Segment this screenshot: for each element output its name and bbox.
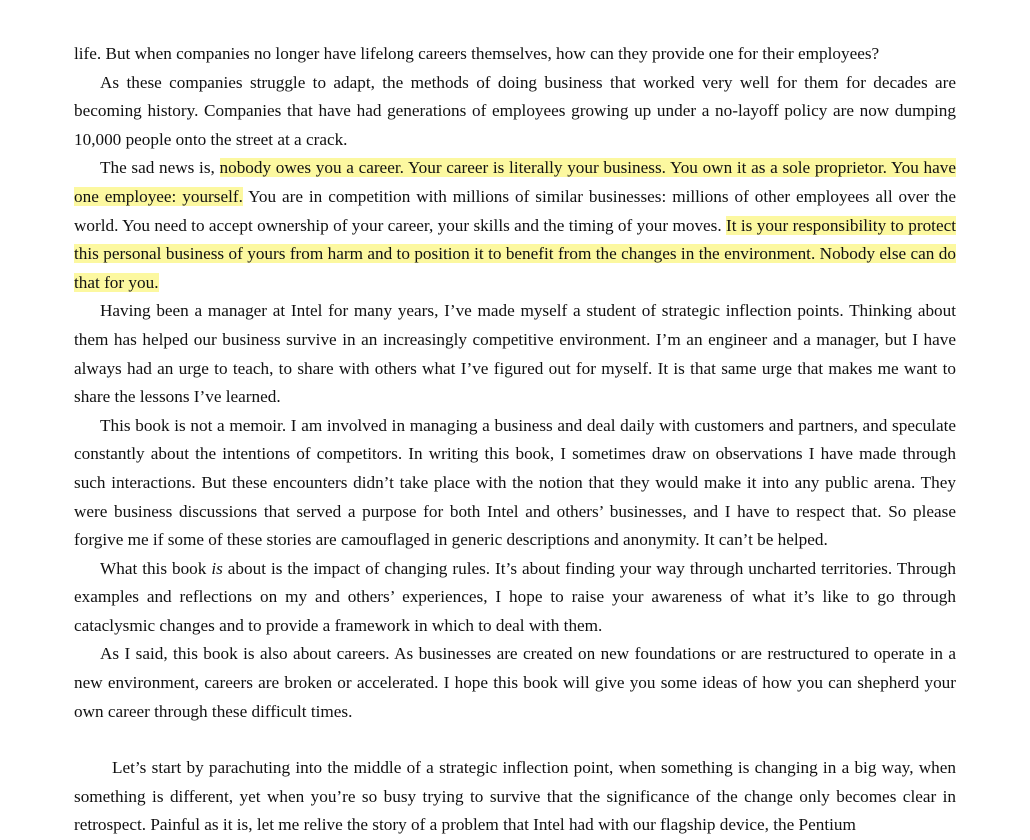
text-run: As I said, this book is also about careers. As businesses are created on new foundations or are restructured to operate in a new environment, careers are broken or accelerated. I hope this book will give you some ideas of how you can shepherd your own career through these difficult times.	[74, 644, 956, 721]
paragraph	[74, 40, 956, 69]
paragraph	[74, 640, 956, 726]
text-run: You are in competition with millions of similar businesses: millions of other employees all over the world. You need to accept ownership of your career, your skills and the timing of your moves.	[74, 186, 956, 235]
paragraph-spacer	[74, 726, 956, 754]
text-run: about is the impact of changing rules. It’s about finding your way through uncharted territories. Through examples and reflections on my and others’ experiences, I hope to raise your awareness of what it’s like to go through cataclysmic changes and to provide a framework in which to deal with them.	[74, 558, 956, 635]
paragraph	[74, 412, 956, 555]
text-run: The sad news is,	[100, 158, 220, 178]
text-run: life. But when companies no longer have lifelong careers themselves, how can they provide one for their employees?	[74, 44, 880, 63]
paragraph	[74, 555, 956, 641]
text-run: This book is not a memoir. I am involved in managing a business and deal daily with customers and partners, and speculate constantly about the intentions of competitors. In writing this book, I sometimes draw on observations I have made through such interactions. But these encounters didn’t take place with the notion that they would make it into any public arena. They were business discussions that served a purpose for both Intel and others’ businesses, and I have to respect that. So please forgive me if some of these stories are camouflaged in generic descriptions and anonymity. It can’t be helped.	[74, 415, 956, 550]
paragraph	[74, 754, 956, 840]
text-run: As these companies struggle to adapt, the methods of doing business that worked very well for them for decades are becoming history. Companies that have had generations of employees growing up under a no-layoff policy are now dumping 10,000 people onto the street at a crack.	[74, 72, 956, 149]
paragraph	[74, 69, 956, 155]
paragraph	[74, 154, 956, 297]
highlighted-text: nobody owes you a career. Your career is literally your business. You own it as a sole proprietor. You have one employee: yourself.	[74, 158, 956, 206]
text-column	[74, 40, 956, 840]
text-run: Having been a manager at Intel for many years, I’ve made myself a student of strategic inflection points. Thinking about them has helped our business survive in an increasingly competitive environment. I’m an engineer and a manager, but I have always had an urge to teach, to share with others what I’ve figured out for myself. It is that same urge that makes me want to share the lessons I’ve learned.	[74, 301, 956, 407]
paragraph	[74, 297, 956, 411]
italic-text: is	[211, 558, 223, 578]
text-run: Let’s start by parachuting into the middle of a strategic inflection point, when something is changing in a big way, when something is different, yet when you’re so busy trying to survive that the significance of the change only becomes clear in retrospect. Painful as it is, let me relive the story of a problem that Intel had with our flagship device, the Pentium	[74, 758, 956, 835]
highlighted-text: It is your responsibility to protect this personal business of yours from harm and to position it to benefit from the changes in the environment. Nobody else can do that for you.	[74, 215, 956, 292]
text-run: What this book	[100, 558, 212, 578]
